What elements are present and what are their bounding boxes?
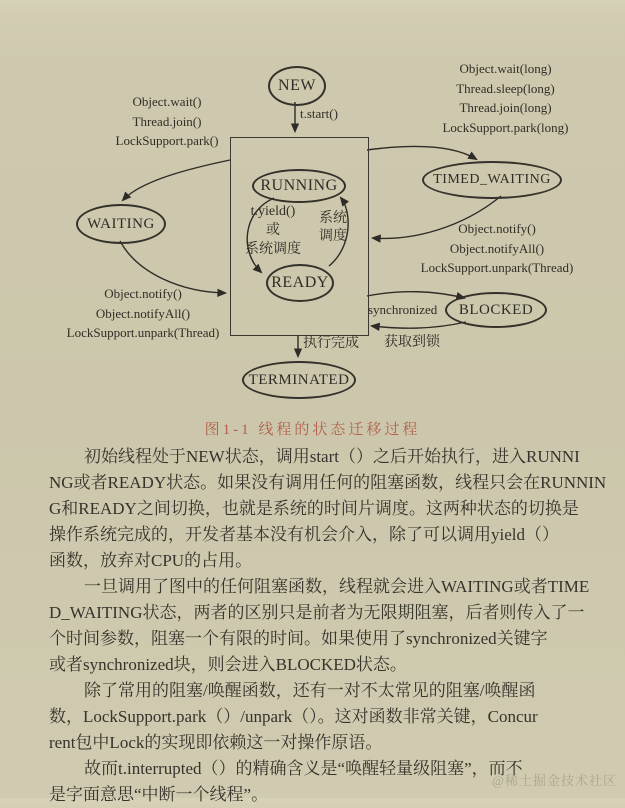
text-line: 个时间参数，阻塞一个有限的时间。如果使用了synchronized关键字 <box>49 629 548 648</box>
label-line: t.yield() <box>250 204 296 219</box>
state-node-ready: READY <box>266 264 334 302</box>
acquire-lock-label: 获取到锁 <box>384 335 440 350</box>
label-line: Object.notify() <box>458 221 536 236</box>
label-line: Thread.sleep(long) <box>456 80 555 96</box>
arrow-box-to-timedwaiting <box>367 147 476 159</box>
system-schedule-label <box>303 210 363 246</box>
state-node-blocked: BLOCKED <box>445 292 547 328</box>
execution-complete-label: 执行完成 <box>303 336 359 351</box>
text-line: G和READY之间切换，也就是系统的时间片调度。这两种状态的切换是 <box>49 499 579 518</box>
body-text <box>49 444 607 808</box>
synchronized-label: synchronized <box>368 302 438 317</box>
notify-left-label <box>58 284 228 343</box>
label-line: LockSupport.unpark(Thread) <box>66 325 220 340</box>
text-line: rent包中Lock的实现即依赖这一对操作原语。 <box>49 733 383 752</box>
label-line: Thread.join() <box>132 113 202 129</box>
state-node-running: RUNNING <box>252 169 346 203</box>
text-line: 除了常用的阻塞/唤醒函数，还有一对不太常见的阻塞/唤醒函 <box>84 681 536 700</box>
text-line: 操作系统完成的，开发者基本没有机会介入，除了可以调用yield（） <box>49 525 559 544</box>
label-line: Object.wait() <box>132 94 202 109</box>
text-line: NG或者READY状态。如果没有调用任何的阻塞函数，线程只会在RUNNIN <box>49 473 607 492</box>
label-line: Object.notifyAll() <box>95 305 191 321</box>
label-line: 系统调度 <box>245 242 301 257</box>
label-line: Thread.join(long) <box>459 100 552 115</box>
arrow-blocked-to-box <box>372 322 466 328</box>
notify-right-label <box>412 219 582 278</box>
label-line: LockSupport.park() <box>115 133 219 148</box>
label-line: LockSupport.unpark(Thread) <box>420 260 574 275</box>
timed-wait-methods-label <box>428 59 583 137</box>
text-line: D_WAITING状态，两者的区别只是前者为无限期阻塞，后者则传入了一 <box>49 603 585 622</box>
state-node-waiting: WAITING <box>76 204 166 244</box>
arrow-box-to-blocked <box>367 292 464 298</box>
t-start-label: t.start() <box>300 106 338 121</box>
text-line: 初始线程处于NEW状态，调用start（）之后开始执行，进入RUNNI <box>84 447 580 466</box>
figure-caption: 图1-1 线程的状态迁移过程 <box>204 422 421 438</box>
state-node-new: NEW <box>268 66 326 106</box>
text-line: 或者synchronized块，则会进入BLOCKED状态。 <box>49 655 407 674</box>
label-line: Object.wait(long) <box>459 61 552 76</box>
label-line: 系统 <box>319 211 347 226</box>
text-line: 一旦调用了图中的任何阻塞函数，线程就会进入WAITING或者TIME <box>84 577 590 596</box>
arrow-box-to-waiting <box>123 160 230 200</box>
label-line: Object.notifyAll() <box>449 240 545 256</box>
watermark: @稀土掘金技术社区 <box>492 773 617 788</box>
text-line: 数，LockSupport.park（）/unpark（）。这对函数非常关键，Concur <box>49 707 538 726</box>
state-node-terminated: TERMINATED <box>242 361 356 399</box>
wait-methods-label <box>97 92 237 151</box>
label-line: LockSupport.park(long) <box>442 119 569 135</box>
text-line: 故而t.interrupted（）的精确含义是“唤醒轻量级阻塞”，而不 <box>84 759 523 778</box>
label-line: Object.notify() <box>104 286 182 301</box>
state-node-timed-waiting: TIMED_WAITING <box>422 161 562 199</box>
text-line: 函数，放弃对CPU的占用。 <box>49 551 253 570</box>
label-line: 或 <box>266 223 280 238</box>
text-line: 是字面意思“中断一个线程”。 <box>49 785 269 804</box>
label-line: 调度 <box>319 229 347 244</box>
